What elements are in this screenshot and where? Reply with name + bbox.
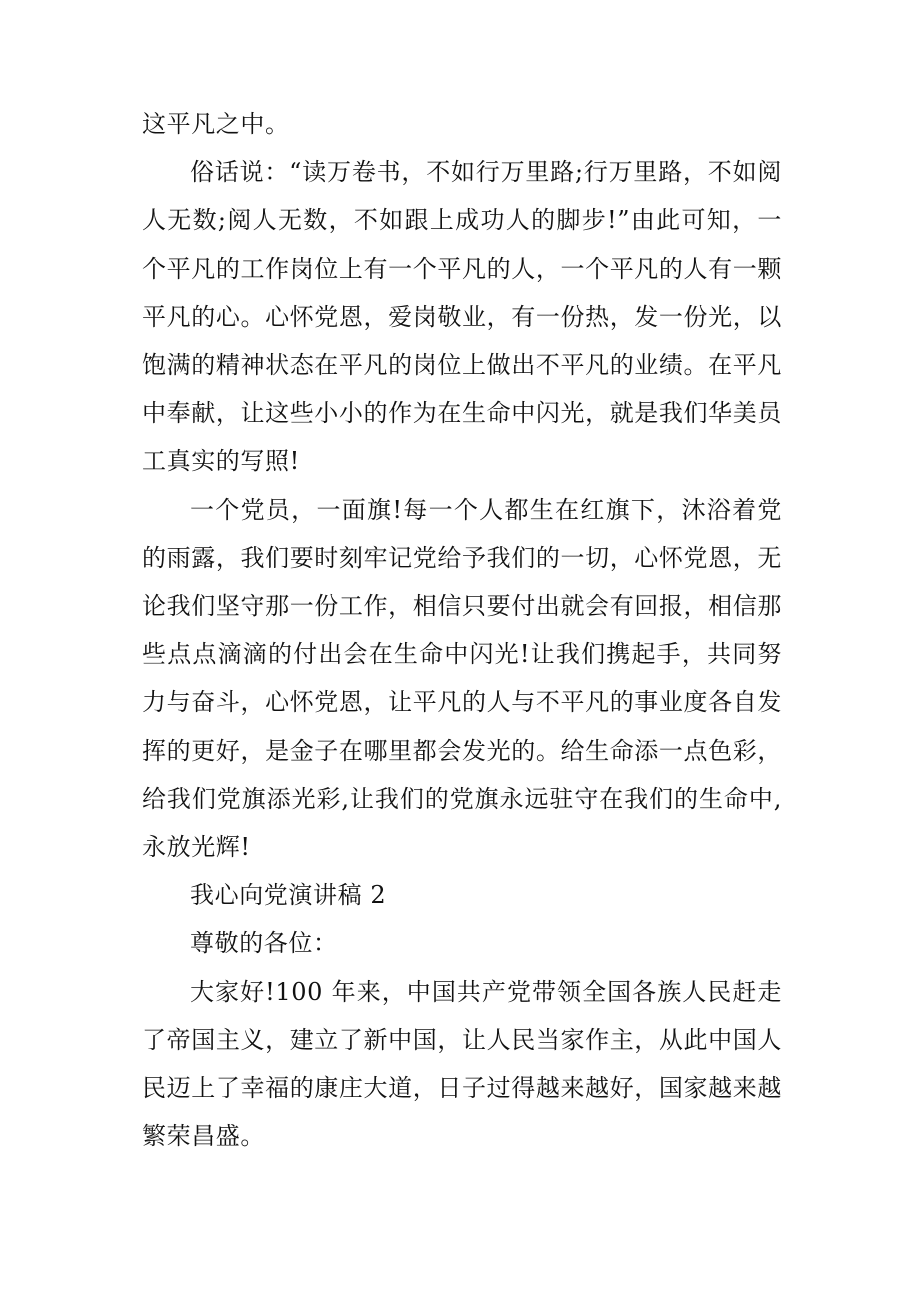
- section-heading: 我心向党演讲稿 2: [190, 881, 387, 910]
- paragraph-party-member: 一个党员，一面旗!每一个人都生在红旗下，沐浴着党的雨露，我们要时刻牢记党给予我们的一切，心怀党恩，无论我们坚守那一份工作，相信只要付出就会有回报，相信那些点点滴滴的付出会在生命中闪光!让我们携起手，共同努力与奋斗，心怀党恩，让平凡的人与不平凡的事业度各自发挥的更好，是金子在哪里都会发光的。给生命添一点色彩，给我们党旗添光彩,让我们的党旗永远驻守在我们的生命中,永放光辉!: [142, 495, 782, 862]
- paragraph-greeting: 大家好!100 年来，中国共产党带领全国各族人民赶走了帝国主义，建立了新中国，让人民当家作主，从此中国人民迈上了幸福的康庄大道，日子过得越来越好，国家越来越繁荣昌盛。: [142, 977, 782, 1151]
- paragraph-proverb: 俗话说：“读万卷书，不如行万里路;行万里路，不如阅人无数;阅人无数，不如跟上成功人的脚步!”由此可知，一个平凡的工作岗位上有一个平凡的人，一个平凡的人有一颗平凡的心。心怀党恩，爱岗敬业，有一份热，发一份光，以饱满的精神状态在平凡的岗位上做出不平凡的业绩。在平凡中奉献，让这些小小的作为在生命中闪光，就是我们华美员工真实的写照!: [142, 158, 782, 476]
- salutation: 尊敬的各位：: [190, 929, 338, 958]
- paragraph-continuation: 这平凡之中。: [142, 110, 290, 138]
- document-page: [142, 100, 782, 1160]
